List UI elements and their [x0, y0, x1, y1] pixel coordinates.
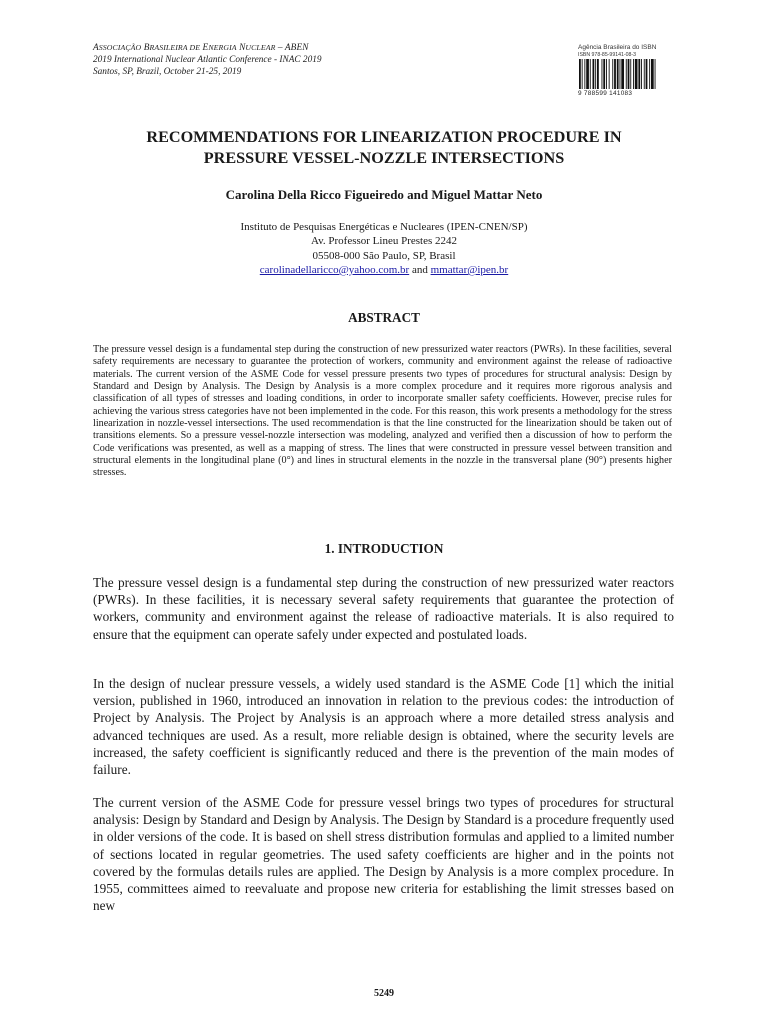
affiliation-block — [60, 220, 708, 277]
organization-name: ASSOCIAÇÃO BRASILEIRA DE ENERGIA NUCLEAR – ABEN — [93, 43, 309, 53]
affiliation-emails: carolinadellaricco@yahoo.com.br and mmattar@ipen.br — [259, 263, 509, 276]
page-number: 5249 — [374, 988, 394, 999]
barcode-icon — [578, 59, 672, 89]
isbn-barcode-box — [578, 44, 676, 97]
paper-authors: Carolina Della Ricco Figueiredo and Miguel Mattar Neto — [225, 187, 543, 202]
isbn-agency: Agência Brasileira do ISBN — [578, 44, 657, 51]
isbn-code: ISBN 978-85-99141-08-3 — [578, 52, 636, 58]
intro-paragraph-1: The pressure vessel design is a fundamental step during the construction of new pressurized water reactors (PWRs). In these facilities, it is necessary several safety requirements that guarantee the protection of workers, community and environment against the release of radioactive materials. It is also required to ensure that the equipment can operate safely under expected and postulated loads. — [93, 575, 674, 642]
affiliation-institute: Instituto de Pesquisas Energéticas e Nucleares (IPEN-CNEN/SP) — [240, 221, 528, 233]
paper-title: RECOMMENDATIONS FOR LINEARIZATION PROCEDURE IN PRESSURE VESSEL-NOZZLE INTERSECTIONS — [146, 128, 622, 167]
abstract-text: The pressure vessel design is a fundamental step during the construction of new pressurized water reactors (PWRs). In these facilities, several safety requirements are necessary to guarantee the protection of workers, community and environment against the release of radioactive materials. The current version of the ASME Code for vessel pressure presents two types of procedures for structural analysis: Design by Standard and Design by Analysis. The Design by Analysis is a more complex procedure and it requires more rigorous analysis and classification of all types of stresses and loading conditions, in order to incorporate smaller safety coefficients. However, precise rules for achieving the various stress categories have not been implemented in the code. For this reason, this work presents a methodology for the stress linearization in nozzle-vessel intersections. The used recommendation is that the line constructed for the linearization should be taken out of transitions elements. So a pressure vessel-nozzle intersection was modeling, analyzed and verified then a discussion of how to perform the Code verifications was presented, as well as a mapping of stress. The lines that were constructed in pressure vessel between transition and structural elements in the longitudinal plane (0°) and lines in structural elements in the nozzle in the transversal plane (90°) presents higher stresses. — [93, 344, 672, 479]
conference-location: Santos, SP, Brazil, October 21-25, 2019 — [93, 67, 242, 77]
affiliation-street: Av. Professor Lineu Prestes 2242 — [310, 235, 458, 248]
conference-header — [93, 42, 322, 78]
email-link-1[interactable]: carolinadellaricco@yahoo.com.br — [259, 263, 410, 276]
email-link-2[interactable]: mmattar@ipen.br — [430, 263, 509, 276]
conference-name: 2019 International Nuclear Atlantic Conference - INAC 2019 — [93, 55, 322, 65]
introduction-heading: 1. INTRODUCTION — [324, 541, 444, 556]
affiliation-city: 05508-000 São Paulo, SP, Brasil — [312, 249, 456, 262]
intro-paragraph-2: In the design of nuclear pressure vessels, a widely used standard is the ASME Code [1] which the initial version, published in 1960, introduced an innovation in relation to the previous codes: the introduction of Project by Analysis. The Project by Analysis is an approach where a more detailed stress analysis and advanced techniques are used. As a result, more reliable design is obtained, where the security levels are increased, the safety coefficient is significantly reduced and there is the prevention of the main modes of failure. — [93, 676, 674, 778]
abstract-heading: ABSTRACT — [348, 310, 420, 325]
intro-paragraph-3: The current version of the ASME Code for pressure vessel brings two types of procedures for structural analysis: Design by Standard and Design by Analysis. The Design by Standard is a procedure frequently used in older versions of the code. It is based on shell stress distribution formulas and applied to a limited number of sections located in regular geometries. The used safety coefficients are higher and in the points not covered by the formulas details rules are applied. The Design by Analysis is a more complex procedure. In 1955, committees aimed to reevaluate and propose new criteria for establishing the limit stresses based on new — [93, 795, 674, 914]
isbn-digits: 9 788599 141083 — [578, 90, 633, 97]
